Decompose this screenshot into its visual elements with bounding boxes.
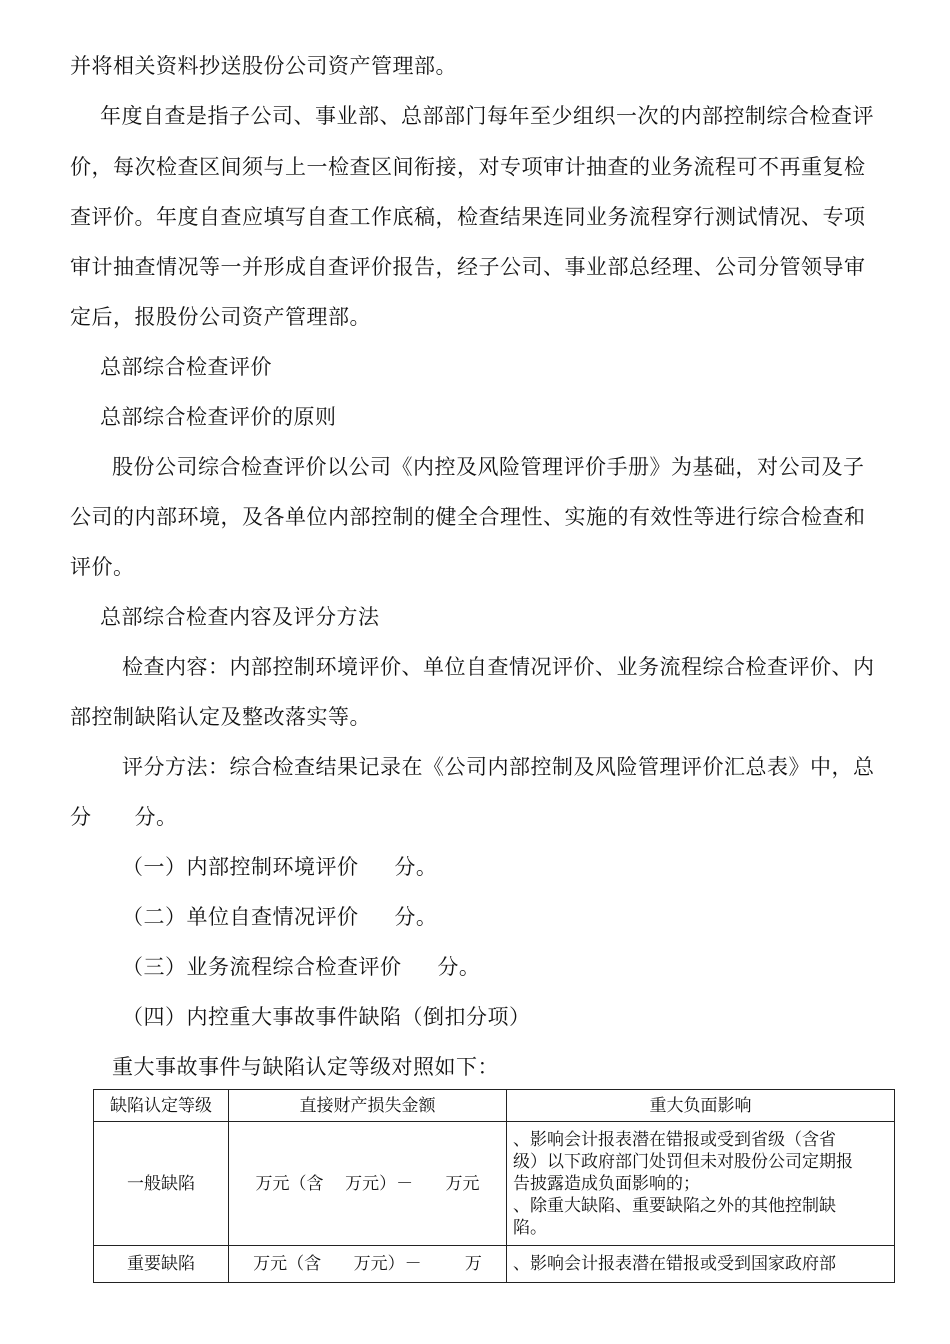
paragraph-line: 查评价。年度自查应填写自查工作底稿，检查结果连同业务流程穿行测试情况、专项	[70, 205, 866, 229]
table-row	[94, 1122, 895, 1246]
section-heading: 总部综合检查评价的原则	[100, 405, 337, 429]
paragraph-line: 公司的内部环境，及各单位内部控制的健全合理性、实施的有效性等进行综合检查和	[70, 505, 866, 529]
loss-amount-cell: 万元（含 万元）－ 万元	[229, 1122, 507, 1246]
paragraph-line: 价，每次检查区间须与上一检查区间衔接，对专项审计抽查的业务流程可不再重复检	[70, 155, 866, 179]
score-item: （二）单位自查情况评价 分。	[122, 905, 438, 929]
loss-amount-cell: 万元（含 万元）－ 万	[229, 1246, 507, 1283]
paragraph-line: 评分方法：综合检查结果记录在《公司内部控制及风险管理评价汇总表》中，总	[122, 755, 875, 779]
impact-text: 、除重大缺陷、重要缺陷之外的其他控制缺	[513, 1195, 836, 1216]
impact-cell	[507, 1122, 895, 1246]
paragraph-line: 年度自查是指子公司、事业部、总部部门每年至少组织一次的内部控制综合检查评	[100, 104, 874, 128]
column-header: 直接财产损失金额	[229, 1090, 507, 1122]
score-item: （一）内部控制环境评价 分。	[122, 855, 438, 879]
defect-level-table	[93, 1089, 895, 1283]
paragraph-line: 审计抽查情况等一并形成自查评价报告，经子公司、事业部总经理、公司分管领导审	[70, 255, 866, 279]
score-item: （四）内控重大事故事件缺陷（倒扣分项）	[122, 1005, 531, 1029]
section-heading: 总部综合检查内容及评分方法	[100, 605, 380, 629]
defect-level-cell: 重要缺陷	[94, 1246, 229, 1283]
impact-text: 陷。	[513, 1217, 547, 1238]
column-header: 重大负面影响	[507, 1090, 895, 1122]
paragraph-line: 并将相关资料抄送股份公司资产管理部。	[70, 54, 457, 78]
paragraph-line: 部控制缺陷认定及整改落实等。	[70, 705, 371, 729]
paragraph-line: 检查内容：内部控制环境评价、单位自查情况评价、业务流程综合检查评价、内	[122, 655, 875, 679]
table-caption: 重大事故事件与缺陷认定等级对照如下：	[112, 1055, 499, 1079]
paragraph-line: 评价。	[70, 555, 135, 579]
section-heading: 总部综合检查评价	[100, 355, 272, 379]
paragraph-line: 分 分。	[70, 805, 178, 829]
column-header: 缺陷认定等级	[94, 1090, 229, 1122]
impact-text: 、影响会计报表潜在错报或受到国家政府部	[513, 1254, 836, 1274]
score-item: （三）业务流程综合检查评价 分。	[122, 955, 481, 979]
paragraph-line: 定后，报股份公司资产管理部。	[70, 305, 371, 329]
paragraph-line: 股份公司综合检查评价以公司《内控及风险管理评价手册》为基础，对公司及子	[112, 455, 865, 479]
impact-text: 级）以下政府部门处罚但未对股份公司定期报	[513, 1151, 853, 1172]
table-header-row	[94, 1090, 895, 1122]
impact-cell	[507, 1246, 895, 1283]
defect-level-cell: 一般缺陷	[94, 1122, 229, 1246]
impact-text: 告披露造成负面影响的；	[513, 1173, 700, 1194]
table-row	[94, 1246, 895, 1283]
impact-text: 、影响会计报表潜在错报或受到省级（含省	[513, 1129, 836, 1150]
